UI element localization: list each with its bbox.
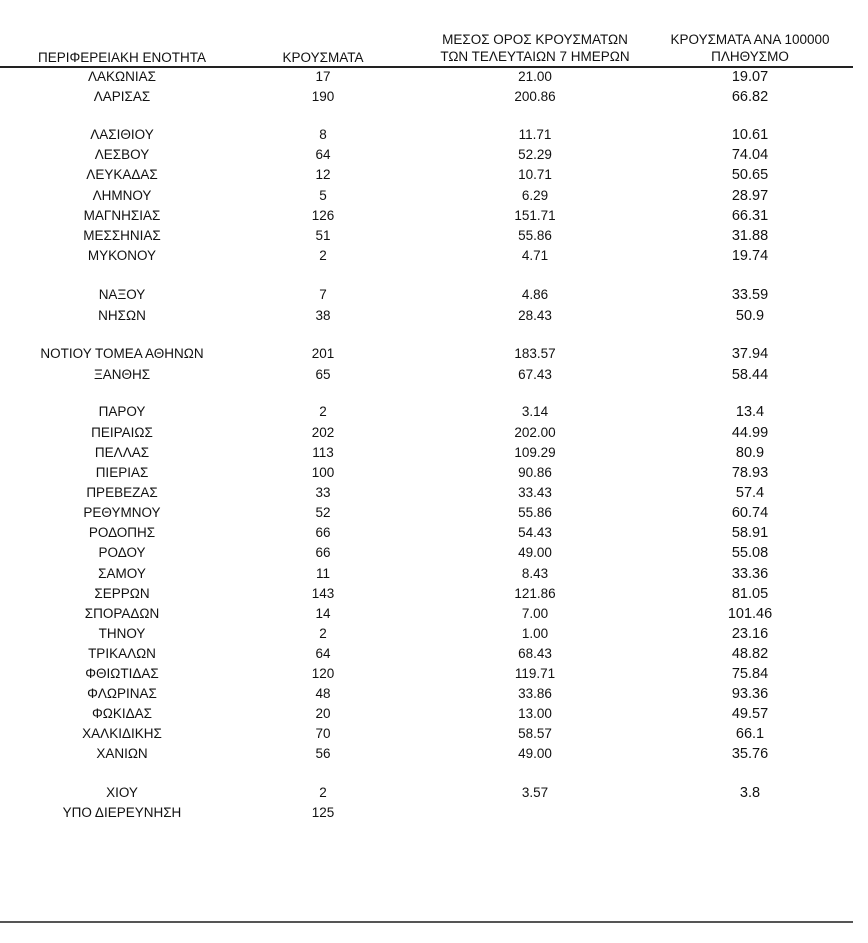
table-row: [0, 664, 868, 684]
cell-avg7: 54.43: [518, 525, 552, 540]
cell-per100k: 31.88: [731, 228, 769, 244]
cell-avg7: 33.86: [518, 686, 552, 701]
cell-region: ΜΕΣΣΗΝΙΑΣ: [83, 228, 161, 243]
cell-avg7: 121.86: [514, 586, 556, 601]
cell-avg7: 90.86: [518, 465, 552, 480]
cell-cases: 20: [315, 706, 331, 721]
cell-per100k: 44.99: [731, 425, 769, 441]
cell-avg7: 1.00: [521, 626, 549, 641]
cell-per100k: 57.4: [735, 485, 765, 501]
cell-avg7: 202.00: [514, 425, 556, 440]
table-row: [0, 87, 868, 107]
cell-avg7: 7.00: [521, 606, 549, 621]
cell-region: ΡΟΔΟΥ: [98, 545, 146, 560]
header-per100k-line1: ΚΡΟΥΣΜΑΤΑ ΑΝΑ 100000: [670, 32, 830, 47]
cell-per100k: 48.82: [731, 646, 769, 662]
cell-cases: 120: [311, 666, 335, 681]
cell-per100k: 66.82: [731, 89, 769, 105]
cell-cases: 2: [319, 248, 327, 263]
cell-region: ΡΟΔΟΠΗΣ: [88, 525, 156, 540]
cell-cases: 202: [311, 425, 335, 440]
cell-region: ΛΑΣΙΘΙΟΥ: [90, 127, 154, 142]
cell-region: ΠΙΕΡΙΑΣ: [95, 465, 149, 480]
cell-cases: 8: [319, 127, 327, 142]
table-row: [0, 402, 868, 422]
cell-per100k: 66.1: [735, 726, 765, 742]
table-row: [0, 543, 868, 563]
cell-per100k: 78.93: [731, 465, 769, 481]
cell-region: ΦΛΩΡΙΝΑΣ: [87, 686, 157, 701]
cell-cases: 38: [315, 308, 331, 323]
table-row: [0, 443, 868, 463]
cell-avg7: 119.71: [514, 666, 556, 681]
cell-per100k: 93.36: [731, 686, 769, 702]
cell-avg7: 4.86: [521, 287, 549, 302]
cell-region: ΠΕΙΡΑΙΩΣ: [91, 425, 153, 440]
cell-region: ΡΕΘΥΜΝΟΥ: [83, 505, 161, 520]
cell-per100k: 28.97: [731, 188, 769, 204]
cell-region: ΣΠΟΡΑΔΩΝ: [84, 606, 160, 621]
cell-region: ΠΡΕΒΕΖΑΣ: [86, 485, 158, 500]
cell-per100k: 50.65: [731, 167, 769, 183]
cell-avg7: 10.71: [518, 167, 552, 182]
cell-per100k: 37.94: [731, 346, 769, 362]
cell-region: ΛΕΣΒΟΥ: [94, 147, 150, 162]
cell-region: ΤΡΙΚΑΛΩΝ: [88, 646, 156, 661]
cell-avg7: 109.29: [514, 445, 556, 460]
cell-region: ΛΕΥΚΑΔΑΣ: [86, 167, 158, 182]
cell-cases: 17: [315, 69, 331, 84]
table-row: [0, 783, 868, 803]
cell-avg7: 13.00: [518, 706, 552, 721]
cell-cases: 66: [315, 545, 331, 560]
cell-region: ΣΑΜΟΥ: [98, 566, 146, 581]
cell-cases: 2: [319, 785, 327, 800]
cell-cases: 125: [311, 805, 335, 820]
cell-cases: 12: [315, 167, 331, 182]
table-row: [0, 624, 868, 644]
cell-region: ΠΕΛΛΑΣ: [94, 445, 150, 460]
cell-per100k: 49.57: [731, 706, 769, 722]
cell-cases: 70: [315, 726, 331, 741]
cell-per100k: 55.08: [731, 545, 769, 561]
bottom-divider: [0, 921, 853, 923]
header-cases-label: ΚΡΟΥΣΜΑΤΑ: [282, 50, 364, 65]
cell-avg7: 33.43: [518, 485, 552, 500]
cell-cases: 56: [315, 746, 331, 761]
cell-region: ΧΑΝΙΩΝ: [96, 746, 148, 761]
header-per100k-line2: ΠΛΗΘΥΣΜΟ: [711, 49, 789, 64]
cell-region: ΥΠΟ ΔΙΕΡΕΥΝΗΣΗ: [62, 805, 182, 820]
cell-avg7: 151.71: [514, 208, 556, 223]
table-row: [0, 145, 868, 165]
cell-cases: 113: [312, 445, 334, 460]
table-row: [0, 564, 868, 584]
cell-cases: 64: [315, 147, 331, 162]
cell-per100k: 101.46: [727, 606, 773, 622]
cell-avg7: 49.00: [518, 746, 552, 761]
cell-cases: 64: [315, 646, 331, 661]
cell-cases: 51: [315, 228, 331, 243]
cell-region: ΤΗΝΟΥ: [98, 626, 146, 641]
cell-region: ΣΕΡΡΩΝ: [94, 586, 150, 601]
cell-per100k: 35.76: [731, 746, 769, 762]
table-row: [0, 604, 868, 624]
cell-cases: 2: [319, 626, 327, 641]
cell-avg7: 200.86: [514, 89, 556, 104]
table-row: [0, 226, 868, 246]
table-row: [0, 503, 868, 523]
cell-per100k: 33.59: [731, 287, 769, 303]
cell-per100k: 74.04: [731, 147, 769, 163]
cell-region: ΜΥΚΟΝΟΥ: [87, 248, 157, 263]
table-row: [0, 483, 868, 503]
cell-avg7: 55.86: [518, 505, 552, 520]
header-avg7-line1: ΜΕΣΟΣ ΟΡΟΣ ΚΡΟΥΣΜΑΤΩΝ: [442, 32, 628, 47]
cell-avg7: 49.00: [518, 545, 552, 560]
cell-cases: 66: [315, 525, 331, 540]
cell-region: ΜΑΓΝΗΣΙΑΣ: [83, 208, 161, 223]
cell-per100k: 58.91: [731, 525, 769, 541]
cell-per100k: 50.9: [735, 308, 765, 324]
cell-cases: 48: [315, 686, 331, 701]
cell-region: ΛΑΚΩΝΙΑΣ: [88, 69, 156, 84]
cell-avg7: 4.71: [521, 248, 549, 263]
table-row: [0, 344, 868, 364]
cell-avg7: 8.43: [521, 566, 549, 581]
cell-region: ΛΑΡΙΣΑΣ: [93, 89, 151, 104]
cell-per100k: 75.84: [731, 666, 769, 682]
table-row: [0, 644, 868, 664]
cell-cases: 2: [319, 404, 327, 419]
table-row: [0, 365, 868, 385]
cell-region: ΧΙΟΥ: [106, 785, 138, 800]
cell-cases: 11: [315, 566, 330, 581]
cell-cases: 52: [315, 505, 331, 520]
cell-avg7: 67.43: [518, 367, 552, 382]
cell-per100k: 33.36: [731, 566, 769, 582]
cell-per100k: 3.8: [739, 785, 761, 801]
cell-avg7: 6.29: [521, 188, 549, 203]
table-row: [0, 684, 868, 704]
cell-avg7: 21.00: [518, 69, 552, 84]
cell-region: ΝΗΣΩΝ: [98, 308, 146, 323]
cell-per100k: 19.74: [731, 248, 769, 264]
cell-avg7: 28.43: [518, 308, 552, 323]
table-row: [0, 803, 868, 823]
cell-avg7: 58.57: [518, 726, 552, 741]
table-row: [0, 704, 868, 724]
cell-per100k: 10.61: [731, 127, 769, 143]
cell-cases: 126: [311, 208, 335, 223]
cell-region: ΧΑΛΚΙΔΙΚΗΣ: [82, 726, 162, 741]
cell-per100k: 13.4: [735, 404, 765, 420]
cell-cases: 14: [315, 606, 331, 621]
cell-cases: 201: [311, 346, 335, 361]
header-avg7-line2: ΤΩΝ ΤΕΛΕΥΤΑΙΩΝ 7 ΗΜΕΡΩΝ: [440, 49, 630, 64]
cell-cases: 33: [315, 485, 331, 500]
cell-cases: 190: [311, 89, 335, 104]
cell-avg7: 52.29: [518, 147, 552, 162]
cell-avg7: 3.57: [521, 785, 549, 800]
table-row: [0, 186, 868, 206]
table-row: [0, 744, 868, 764]
cell-region: ΞΑΝΘΗΣ: [93, 367, 151, 382]
header-region-label: ΠΕΡΙΦΕΡΕΙΑΚΗ ΕΝΟΤΗΤΑ: [37, 50, 207, 65]
cell-per100k: 58.44: [731, 367, 769, 383]
cell-per100k: 80.9: [735, 445, 765, 461]
cell-per100k: 60.74: [731, 505, 769, 521]
cell-cases: 143: [311, 586, 335, 601]
cell-region: ΛΗΜΝΟΥ: [92, 188, 152, 203]
cell-avg7: 55.86: [518, 228, 552, 243]
cell-avg7: 183.57: [514, 346, 556, 361]
table-row: [0, 67, 868, 87]
cell-region: ΦΘΙΩΤΙΔΑΣ: [85, 666, 159, 681]
cell-per100k: 66.31: [731, 208, 769, 224]
cell-avg7: 68.43: [518, 646, 552, 661]
table-row: [0, 724, 868, 744]
cell-per100k: 19.07: [731, 69, 769, 85]
cell-region: ΝΟΤΙΟΥ ΤΟΜΕΑ ΑΘΗΝΩΝ: [40, 346, 204, 361]
cell-cases: 5: [319, 188, 327, 203]
cell-cases: 7: [319, 287, 327, 302]
cell-cases: 100: [311, 465, 335, 480]
table-row: [0, 246, 868, 266]
table-row: [0, 523, 868, 543]
cell-region: ΦΩΚΙΔΑΣ: [92, 706, 152, 721]
cell-per100k: 81.05: [731, 586, 769, 602]
table-row: [0, 165, 868, 185]
cell-avg7: 11.71: [518, 127, 552, 142]
cell-region: ΝΑΞΟΥ: [98, 287, 146, 302]
cell-region: ΠΑΡΟΥ: [98, 404, 146, 419]
table-row: [0, 423, 868, 443]
table-row: [0, 306, 868, 326]
table-row: [0, 125, 868, 145]
table-row: [0, 584, 868, 604]
cell-per100k: 23.16: [731, 626, 769, 642]
cell-avg7: 3.14: [521, 404, 549, 419]
table-row: [0, 463, 868, 483]
cell-cases: 65: [315, 367, 331, 382]
table-row: [0, 206, 868, 226]
table-row: [0, 285, 868, 305]
